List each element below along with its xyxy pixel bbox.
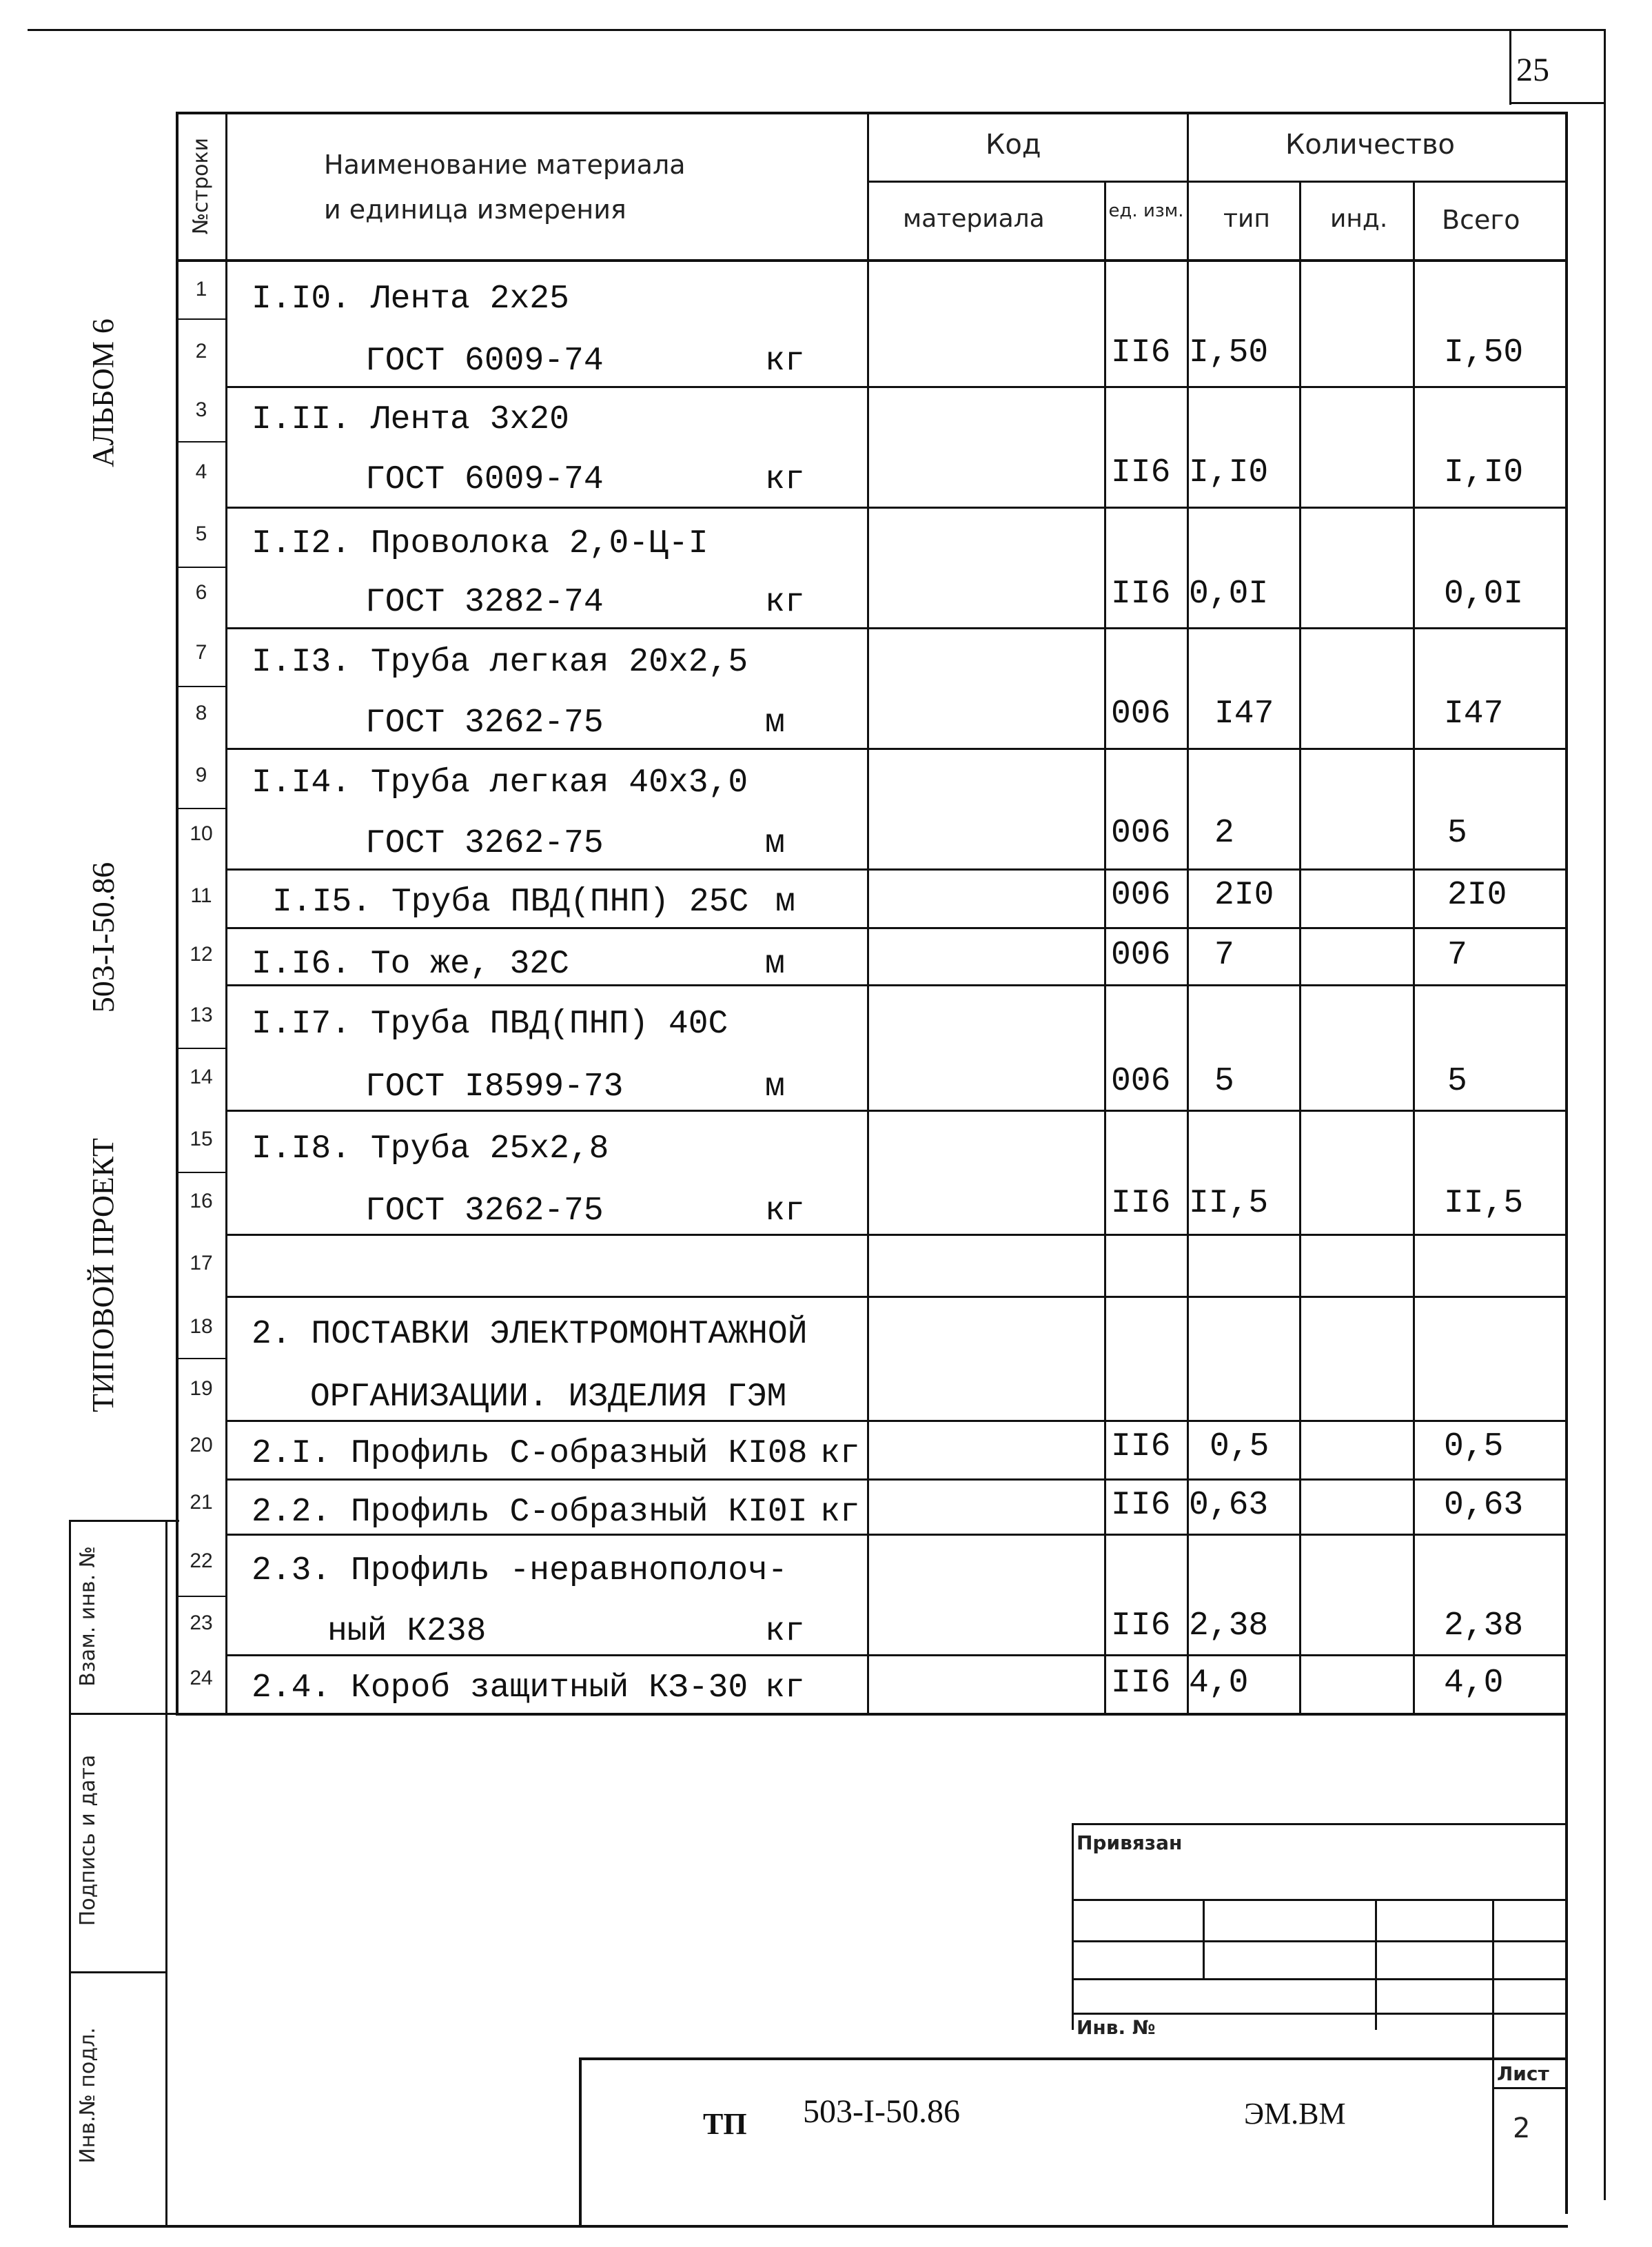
row-name: ный К238 [327, 1613, 487, 1650]
row-number: 11 [190, 884, 212, 907]
row-qty-total: I,I0 [1444, 454, 1524, 491]
row-name: ГОСТ 3262-75 [365, 1192, 604, 1230]
row-number: 2 [195, 340, 207, 363]
header-qty-total: Всего [1442, 205, 1520, 235]
row-unit-code: II6 [1111, 1607, 1171, 1645]
row-qty-total: 0,5 [1444, 1428, 1504, 1465]
row-qty-type: I47 [1214, 695, 1274, 733]
stamp-inv-no: Инв. № [1077, 2016, 1156, 2039]
header-code-material: материала [903, 205, 1045, 233]
stamp-sheet-label: Лист [1497, 2062, 1549, 2085]
row-name: I.I2. Проволока 2,0-Ц-I [252, 525, 708, 562]
row-number: 14 [190, 1066, 213, 1088]
header-row-number: №строки [189, 137, 213, 235]
row-unit-code: II6 [1111, 1428, 1171, 1465]
row-qty-total: 7 [1447, 937, 1467, 974]
row-number: 4 [195, 460, 207, 483]
row-name: ГОСТ 6009-74 [365, 343, 604, 380]
row-unit: м [775, 884, 795, 921]
row-name: 2.3. Профиль -неравнополоч- [252, 1552, 788, 1589]
row-number: 16 [190, 1190, 213, 1212]
row-unit-code: 006 [1111, 815, 1171, 852]
side-project-code: 503-I-50.86 [85, 862, 121, 1013]
row-name: ГОСТ 3262-75 [365, 825, 604, 862]
side-project-type: ТИПОВОЙ ПРОЕКТ [86, 1138, 120, 1412]
row-number: 13 [190, 1004, 213, 1026]
row-qty-type: 0,63 [1189, 1487, 1269, 1524]
row-number: 9 [195, 764, 207, 786]
row-qty-type: I,50 [1189, 334, 1269, 372]
row-unit-code: 006 [1111, 877, 1171, 914]
header-code: Код [986, 129, 1041, 161]
row-number: 5 [195, 522, 207, 545]
row-name: ГОСТ I8599-73 [365, 1068, 624, 1106]
row-unit: кг [765, 1192, 805, 1230]
stamp-sheet-value: 2 [1513, 2113, 1531, 2144]
row-qty-type: 0,0I [1189, 576, 1269, 613]
row-name: ГОСТ 3282-74 [365, 584, 604, 621]
row-number: 17 [190, 1252, 213, 1274]
row-name: ГОСТ 3262-75 [365, 704, 604, 742]
row-number: 18 [190, 1315, 213, 1338]
row-name: I.I7. Труба ПВД(ПНП) 40С [252, 1006, 728, 1043]
row-unit: м [765, 704, 785, 742]
row-unit: м [765, 825, 785, 862]
row-number: 3 [195, 398, 207, 421]
row-name: I.I5. Труба ПВД(ПНП) 25С [272, 884, 749, 921]
row-qty-total: II,5 [1444, 1185, 1524, 1222]
row-number: 20 [190, 1434, 213, 1456]
row-qty-type: 0,5 [1210, 1428, 1269, 1465]
row-name: ОРГАНИЗАЦИИ. ИЗДЕЛИЯ ГЭМ [310, 1379, 787, 1416]
row-qty-type: 5 [1214, 1063, 1234, 1100]
row-number: 12 [190, 943, 213, 966]
stamp-doc-number: 503-I-50.86 [803, 2093, 960, 2130]
header-name-line1: Наименование материала [324, 150, 686, 180]
row-unit-code: 006 [1111, 1063, 1171, 1100]
row-name: 2. ПОСТАВКИ ЭЛЕКТРОМОНТАЖНОЙ [252, 1316, 808, 1353]
row-unit-code: 006 [1111, 937, 1171, 974]
row-number: 8 [195, 702, 207, 724]
row-qty-total: 0,63 [1444, 1487, 1524, 1524]
row-qty-type: 4,0 [1189, 1665, 1249, 1702]
row-number: 22 [190, 1549, 213, 1572]
row-number: 10 [190, 822, 213, 845]
row-unit-code: II6 [1111, 454, 1171, 491]
row-unit: кг [765, 1613, 805, 1650]
header-qty-ind: инд. [1330, 205, 1388, 233]
row-name: I.I4. Труба легкая 40х3,0 [252, 764, 748, 802]
row-unit: м [765, 1068, 785, 1106]
stamp-mark: ЭМ.ВМ [1244, 2097, 1346, 2131]
row-unit-code: II6 [1111, 576, 1171, 613]
side-label-inv-podl: Инв.№ подл. [76, 2027, 100, 2164]
row-unit: кг [765, 343, 805, 380]
row-qty-total: I47 [1444, 695, 1504, 733]
side-label-vzam-inv: Взам. инв. № [76, 1546, 100, 1687]
row-name: I.I6. То же, 32С [252, 946, 569, 983]
header-quantity: Количество [1285, 129, 1456, 161]
row-qty-type: II,5 [1189, 1185, 1269, 1222]
row-name: ГОСТ 6009-74 [365, 461, 604, 498]
side-label-sign-date: Подпись и дата [76, 1754, 100, 1926]
row-number: 7 [195, 641, 207, 664]
row-unit-code: II6 [1111, 334, 1171, 372]
header-qty-type: тип [1223, 205, 1270, 233]
row-name: I.II. Лента 3х20 [252, 401, 569, 438]
row-qty-total: 5 [1447, 1063, 1467, 1100]
row-unit: кг [765, 1669, 805, 1707]
row-unit: кг [820, 1494, 860, 1531]
row-unit-code: II6 [1111, 1487, 1171, 1524]
row-number: 1 [195, 278, 207, 301]
row-name: 2.4. Короб защитный КЗ-30 [252, 1669, 748, 1707]
row-unit: кг [765, 584, 805, 621]
row-number: 15 [190, 1128, 213, 1150]
row-qty-type: 2I0 [1214, 877, 1274, 914]
row-unit: м [765, 946, 785, 983]
row-number: 21 [190, 1491, 213, 1514]
side-album: АЛЬБОМ 6 [86, 318, 120, 467]
row-name: 2.I. Профиль С-образный КI08 [252, 1435, 808, 1472]
row-unit-code: II6 [1111, 1185, 1171, 1222]
row-qty-total: 5 [1447, 815, 1467, 852]
row-qty-type: I,I0 [1189, 454, 1269, 491]
row-qty-total: 0,0I [1444, 576, 1524, 613]
row-qty-type: 7 [1214, 937, 1234, 974]
row-name: 2.2. Профиль С-образный КI0I [252, 1494, 808, 1531]
row-qty-type: 2 [1214, 815, 1234, 852]
header-code-unit: ед. изм. [1108, 201, 1184, 221]
row-qty-type: 2,38 [1189, 1607, 1269, 1645]
sheet-corner-number: 25 [1516, 52, 1549, 88]
row-name: I.I3. Труба легкая 20х2,5 [252, 644, 748, 681]
row-qty-total: 4,0 [1444, 1665, 1504, 1702]
header-name-line2: и единица измерения [324, 194, 626, 225]
row-number: 24 [190, 1667, 213, 1689]
row-unit-code: 006 [1111, 695, 1171, 733]
row-name: I.I0. Лента 2х25 [252, 281, 569, 318]
row-number: 19 [190, 1377, 213, 1400]
row-unit-code: II6 [1111, 1665, 1171, 1702]
row-number: 6 [195, 581, 207, 604]
row-unit: кг [765, 461, 805, 498]
row-qty-total: 2I0 [1447, 877, 1507, 914]
row-qty-total: 2,38 [1444, 1607, 1524, 1645]
row-name: I.I8. Труба 25х2,8 [252, 1130, 609, 1168]
row-unit: кг [820, 1435, 860, 1472]
row-number: 23 [190, 1611, 213, 1634]
stamp-privyazan: Привязан [1077, 1831, 1183, 1854]
row-qty-total: I,50 [1444, 334, 1524, 372]
stamp-tp: ТП [703, 2107, 747, 2141]
